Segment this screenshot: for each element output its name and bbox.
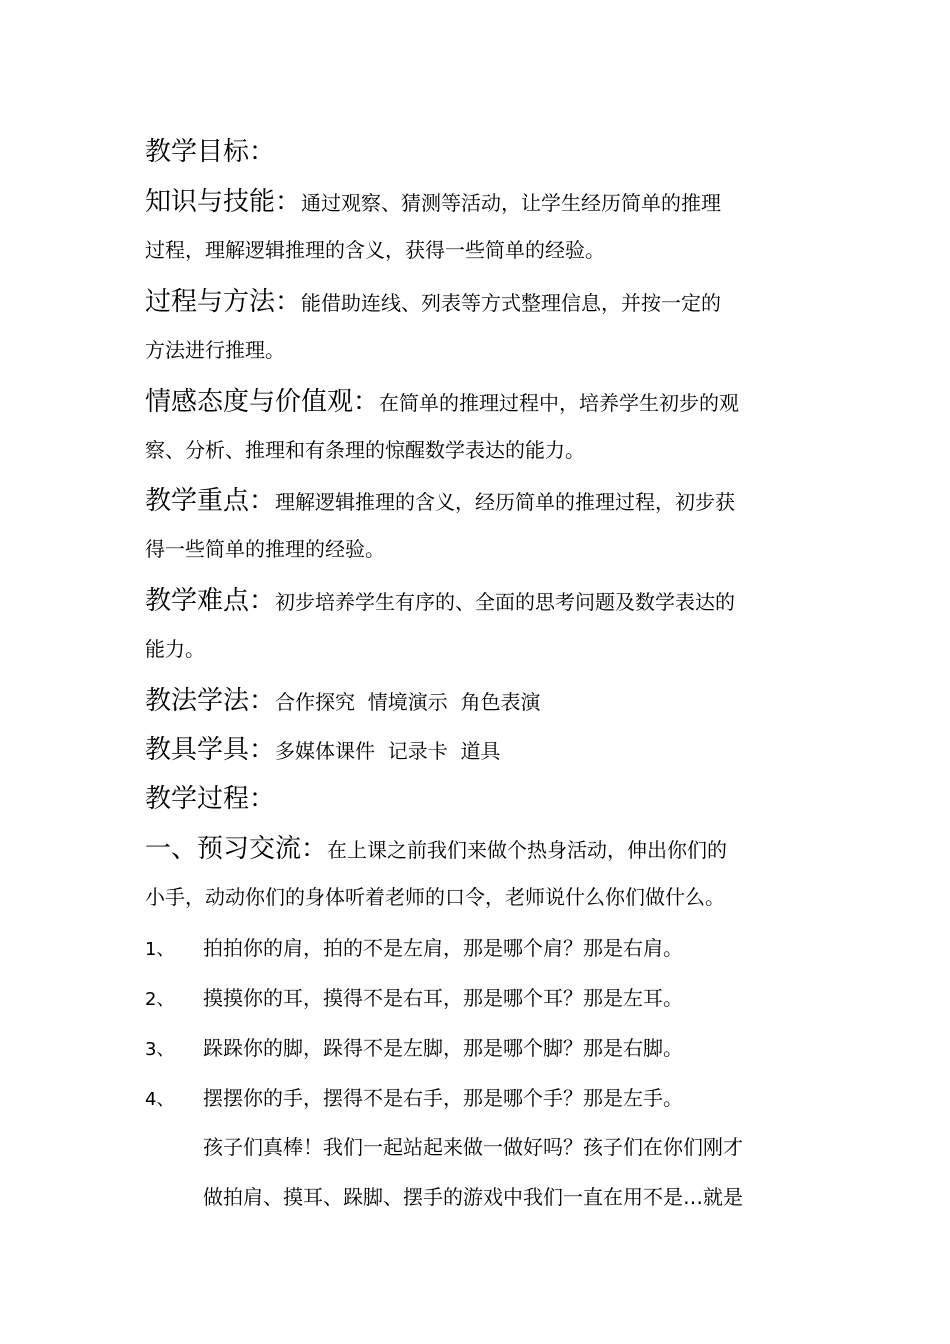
difficulty-text-2: 能力。 [145, 637, 205, 661]
list-item [145, 923, 810, 973]
process-heading-section [145, 775, 810, 823]
list-item-text: 跺跺你的脚，跺得不是左脚，那是哪个脚？那是右脚。 [203, 1036, 683, 1060]
knowledge-heading: 知识与技能： [145, 187, 302, 217]
key-point-text-2: 得一些简单的推理的经验。 [145, 537, 385, 561]
difficulty-heading: 教学难点： [145, 586, 276, 616]
process-text-1: 能借助连线、列表等方式整理信息，并按一定的 [301, 291, 722, 315]
list-item-text: 摸摸你的耳，摸得不是右耳，那是哪个耳？那是左耳。 [203, 986, 683, 1010]
attitude-heading: 情感态度与价值观： [145, 387, 380, 417]
attitude-text-1: 在简单的推理过程中，培养学生初步的观 [379, 391, 740, 415]
numbered-list [145, 923, 810, 1123]
methods-text: 合作探究 情境演示 角色表演 [275, 690, 541, 714]
attitude-text-2: 察、分析、推理和有条理的惊醒数学表达的能力。 [145, 438, 585, 462]
closing-text-1: 孩子们真棒！我们一起站起来做一做好吗？孩子们在你们刚才 [203, 1135, 743, 1159]
objectives-section [145, 128, 810, 176]
list-item-text: 拍拍你的肩，拍的不是左肩，那是哪个肩？那是右肩。 [203, 936, 683, 960]
section1-text-1: 在上课之前我们来做个热身活动，伸出你们的 [327, 838, 728, 862]
list-item-number: 2、 [145, 989, 175, 1010]
list-item-text: 摆摆你的手，摆得不是右手，那是哪个手？那是左手。 [203, 1086, 683, 1110]
section1 [145, 825, 810, 921]
knowledge-section [145, 178, 810, 274]
section1-heading: 一、预习交流： [145, 834, 328, 864]
list-item-number: 1、 [145, 939, 175, 960]
tools-text: 多媒体课件 记录卡 道具 [275, 739, 501, 763]
list-item-number: 3、 [145, 1039, 175, 1060]
list-item-number: 4、 [145, 1089, 175, 1110]
difficulty-text-1: 初步培养学生有序的、全面的思考问题及数学表达的 [275, 590, 736, 614]
methods-section [145, 677, 810, 725]
key-point-heading: 教学重点： [145, 486, 276, 516]
tools-heading: 教具学具： [145, 735, 276, 765]
list-item [145, 973, 810, 1023]
key-point-section [145, 477, 810, 573]
process-section [145, 278, 810, 374]
knowledge-text-2: 过程，理解逻辑推理的含义，获得一些简单的经验。 [145, 238, 605, 262]
process-heading: 过程与方法： [145, 287, 302, 317]
closing-paragraph [145, 1122, 810, 1222]
attitude-section [145, 378, 810, 474]
teaching-process-heading: 教学过程： [145, 784, 276, 814]
tools-section [145, 726, 810, 774]
key-point-text-1: 理解逻辑推理的含义，经历简单的推理过程，初步获 [275, 490, 736, 514]
section1-text-2: 小手，动动你们的身体听着老师的口令，老师说什么你们做什么。 [145, 885, 725, 909]
closing-text-2: 做拍肩、摸耳、跺脚、摆手的游戏中我们一直在用不是…就是 [203, 1185, 743, 1209]
knowledge-text-1: 通过观察、猜测等活动，让学生经历简单的推理 [301, 191, 722, 215]
list-item [145, 1023, 810, 1073]
objectives-heading: 教学目标： [145, 137, 276, 167]
list-item [145, 1073, 810, 1123]
process-text-2: 方法进行推理。 [145, 338, 285, 362]
methods-heading: 教法学法： [145, 686, 276, 716]
difficulty-section [145, 577, 810, 673]
